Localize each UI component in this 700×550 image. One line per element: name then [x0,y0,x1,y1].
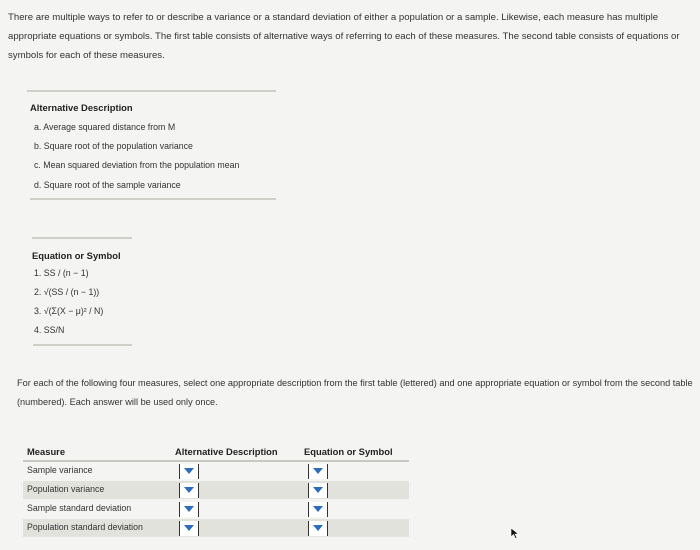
eq-table-title: Equation or Symbol [32,250,121,261]
table-row [23,481,409,499]
equation-symbol-dropdown[interactable] [308,521,328,536]
alt-item-b: b. Square root of the population variance [34,141,193,151]
header-measure: Measure [27,446,66,457]
alt-item-c: c. Mean squared deviation from the population mean [34,160,240,170]
header-alt-description: Alternative Description [175,446,278,457]
alt-item-d: d. Square root of the sample variance [34,180,181,190]
table-row [23,500,409,518]
alt-description-dropdown[interactable] [179,464,199,479]
measure-label: Sample standard deviation [27,503,132,513]
chevron-down-icon [184,525,194,531]
eq-item-3: 3. √(Σ(X − μ)² / N) [34,306,104,316]
chevron-down-icon [313,506,323,512]
eq-table-top-rule [32,237,132,239]
eq-table-bottom-rule [33,344,132,346]
alt-table-top-rule [27,90,276,92]
measure-label: Population variance [27,484,105,494]
alt-description-dropdown[interactable] [179,483,199,498]
eq-item-1: 1. SS / (n − 1) [34,268,89,278]
equation-symbol-dropdown[interactable] [308,483,328,498]
instructions-paragraph: For each of the following four measures, select one appropriate description from the first table (lettered) and one appropriate equation or symbol from the second table (numbered). Each answer will be used only once. [17,378,693,407]
chevron-down-icon [184,506,194,512]
chevron-down-icon [313,468,323,474]
chevron-down-icon [184,468,194,474]
equation-symbol-dropdown[interactable] [308,502,328,517]
intro-paragraph: There are multiple ways to refer to or describe a variance or a standard deviation of either a population or a sample. Likewise, each measure has multiple appropriate equations or symbols. The first table consists of alternative ways of referring to each of these measures. The second table consists of equations or symbols for each of these measures. [8,12,680,61]
chevron-down-icon [313,525,323,531]
chevron-down-icon [184,487,194,493]
alt-table-title: Alternative Description [30,102,133,113]
eq-item-2: 2. √(SS / (n − 1)) [34,287,100,297]
eq-item-4: 4. SS/N [34,325,65,335]
table-row [23,462,409,480]
table-row [23,519,409,537]
chevron-down-icon [313,487,323,493]
alt-description-dropdown[interactable] [179,502,199,517]
mouse-pointer-icon [510,527,520,539]
header-equation-symbol: Equation or Symbol [304,446,393,457]
alt-table-bottom-rule [30,198,276,200]
alt-description-dropdown[interactable] [179,521,199,536]
measure-label: Population standard deviation [27,522,143,532]
equation-symbol-dropdown[interactable] [308,464,328,479]
alt-item-a: a. Average squared distance from M [34,122,176,132]
measure-label: Sample variance [27,465,93,475]
